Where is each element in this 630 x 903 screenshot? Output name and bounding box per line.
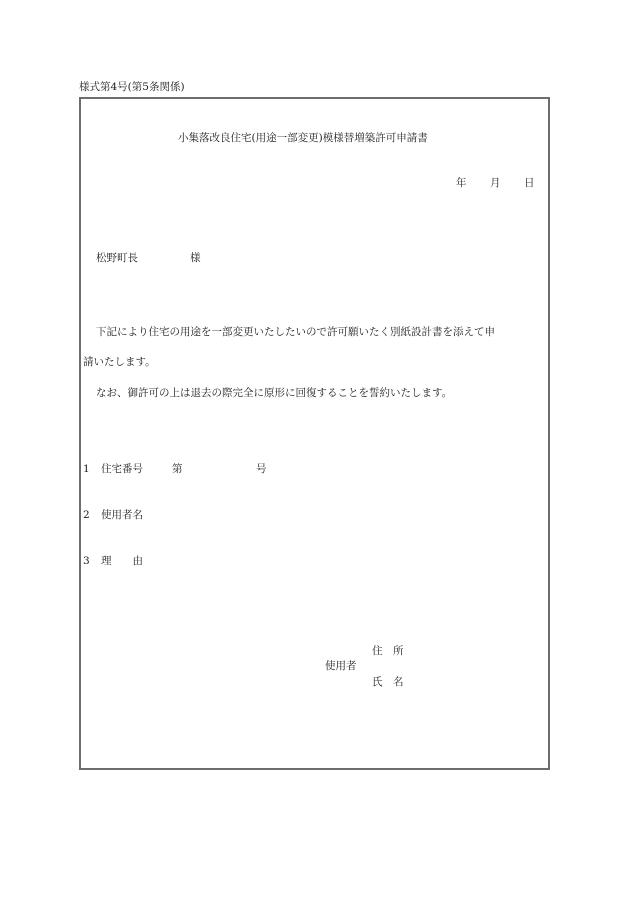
applicant-address-label: 住 所	[372, 645, 404, 657]
addressee-name: 松野町長	[96, 252, 138, 264]
form-frame	[79, 97, 550, 770]
form-title: 小集落改良住宅(用途一部変更)模様替増築許可申請書	[178, 132, 428, 144]
form-number-label: 様式第4号(第5条関係)	[79, 81, 185, 93]
date-day: 日	[524, 177, 535, 189]
item-1-label: 住宅番号	[101, 463, 143, 475]
item-2-label: 使用者名	[101, 509, 143, 521]
item-1-suffix: 号	[256, 463, 267, 475]
item-3-label: 理 由	[101, 555, 143, 567]
body-line-1: 下記により住宅の用途を一部変更いたしたいので許可願いたく別紙設計書を添えて申	[96, 326, 495, 338]
body-line-3: なお、御許可の上は退去の際完全に原形に回復することを誓約いたします。	[96, 387, 453, 399]
addressee-honorific: 様	[190, 252, 201, 264]
applicant-name-label: 氏 名	[372, 676, 404, 688]
item-3-number: 3	[83, 555, 90, 567]
item-1-number: 1	[83, 463, 90, 475]
date-month: 月	[490, 177, 501, 189]
item-1-prefix: 第	[172, 463, 183, 475]
item-2-number: 2	[83, 509, 90, 521]
date-year: 年	[456, 177, 467, 189]
body-line-2: 請いたします。	[83, 356, 156, 368]
applicant-role: 使用者	[325, 660, 357, 672]
